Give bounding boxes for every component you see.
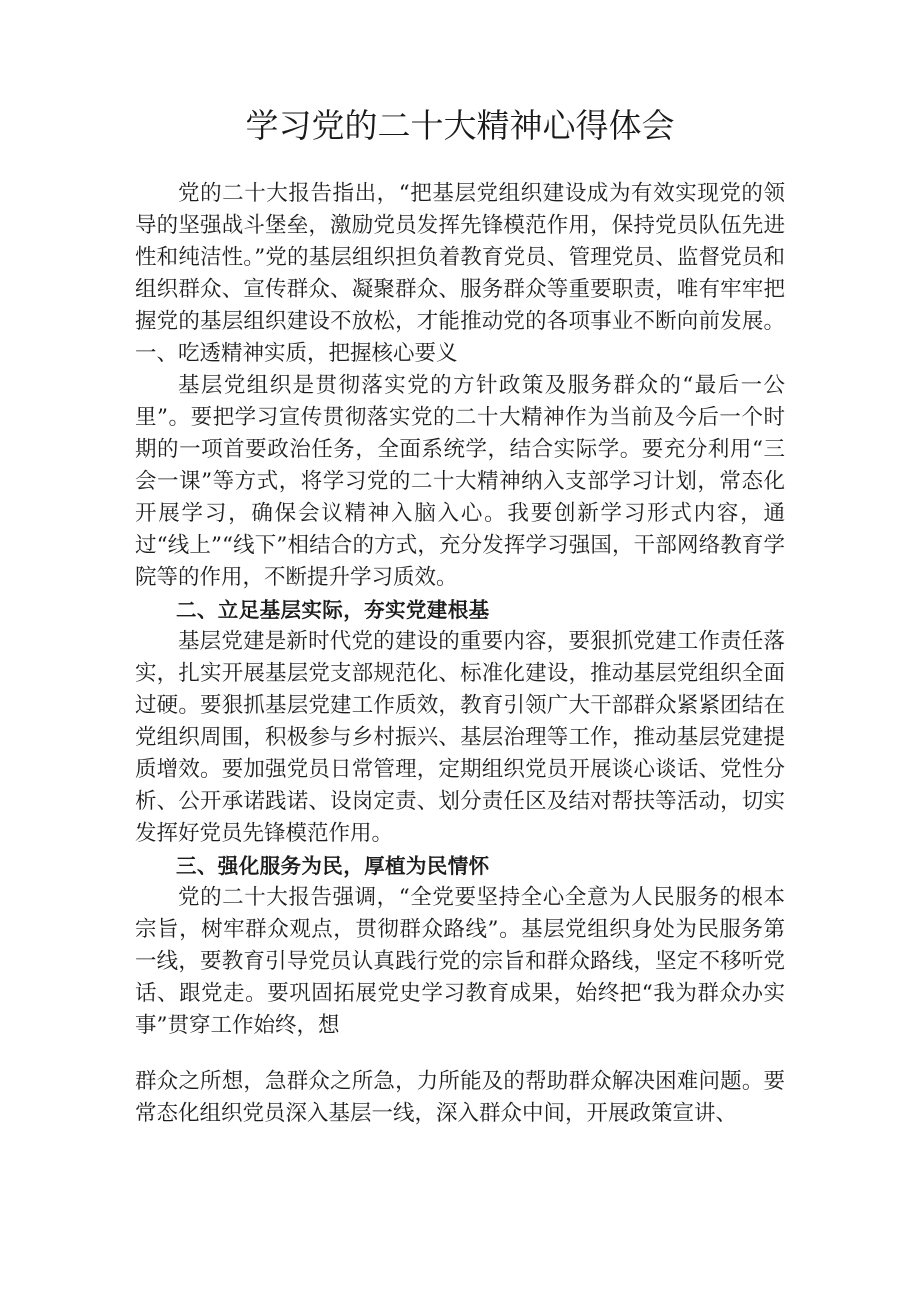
document-body-continued bbox=[135, 1066, 785, 1130]
paragraph-serve-people: 党的二十大报告强调，“全党要坚持全心全意为人民服务的根本宗旨，树牢群众观点，贯彻群众路线”。基层党组织身处为民服务第一线，要教育引导党员认真践行党的宗旨和群众路线，坚定不移听党话、跟党走。要巩固拓展党史学习教育成果，始终把“我为群众办实事”贯穿工作始终，想 bbox=[135, 885, 785, 1038]
paragraph-continued: 群众之所想，急群众之所急，力所能及的帮助群众解决困难问题。要常态化组织党员深入基层一线，深入群众中间，开展政策宣讲、 bbox=[135, 1069, 785, 1126]
document-body bbox=[135, 178, 785, 1042]
section-heading-2: 二、立足基层实际，夯实党建根基 bbox=[176, 598, 490, 622]
paragraph-party-building: 基层党建是新时代党的建设的重要内容，要狠抓党建工作责任落实，扎实开展基层党支部规范化、标准化建设，推动基层党组织全面过硬。要狠抓基层党建工作质效，教育引领广大干部群众紧紧团结在党组织周围，积极参与乡村振兴、基层治理等工作，推动基层党建提质增效。要加强党员日常管理，定期组织党员开展谈心谈话、党性分析、公开承诺践诺、设岗定责、划分责任区及结对帮扶等活动，切实发挥好党员先锋模范作用。 bbox=[135, 629, 785, 846]
paragraph-study: 基层党组织是贯彻落实党的方针政策及服务群众的“最后一公里”。要把学习宣传贯彻落实党的二十大精神作为当前及今后一个时期的一项首要政治任务，全面系统学，结合实际学。要充分利用“三会一课”等方式，将学习党的二十大精神纳入支部学习计划，常态化开展学习，确保会议精神入脑入心。我要创新学习形式内容，通过“线上”“线下”相结合的方式，充分发挥学习强国，干部网络教育学院等的作用，不断提升学习质效。 bbox=[135, 373, 785, 590]
section-heading-3: 三、强化服务为民，厚植为民情怀 bbox=[176, 854, 490, 878]
paragraph-intro: 党的二十大报告指出，“把基层党组织建设成为有效实现党的领导的坚强战斗堡垒，激励党员发挥先锋模范作用，保持党员队伍先进性和纯洁性。”党的基层组织担负着教育党员、管理党员、监督党员和组织群众、宣传群众、凝聚群众、服务群众等重要职责，唯有牢牢把握党的基层组织建设不放松，才能推动党的各项事业不断向前发展。一、吃透精神实质，把握核心要义 bbox=[135, 181, 785, 366]
document-title: 学习党的二十大精神心得体会 bbox=[245, 106, 675, 145]
